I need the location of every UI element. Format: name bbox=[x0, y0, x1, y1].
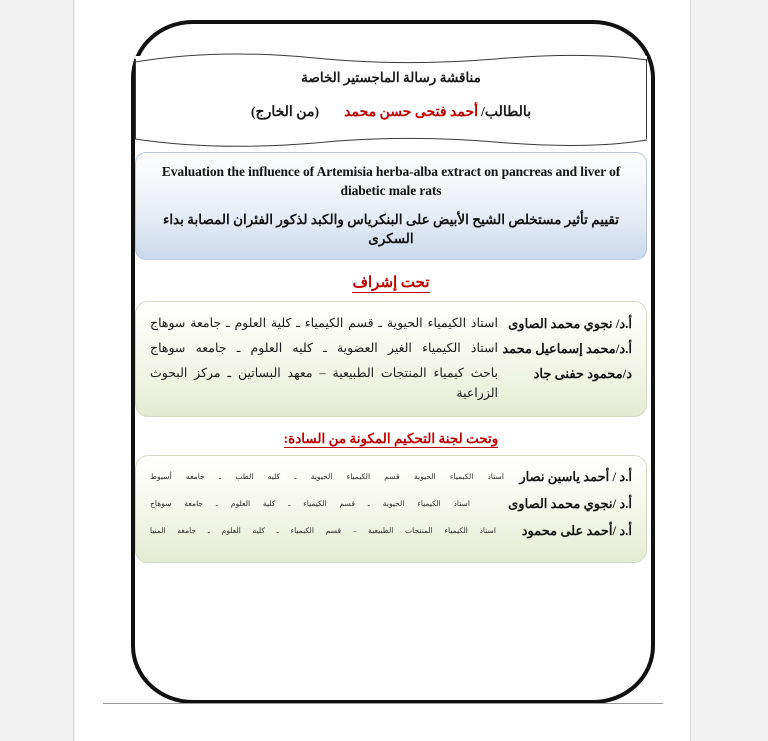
committee-member-name: أ.د / أحمد ياسين نصار bbox=[519, 468, 632, 484]
committee-row bbox=[150, 493, 632, 515]
committee-member-name: أ.د /أحمد على محمود bbox=[521, 523, 632, 539]
student-affiliation-note: (من الخارج) bbox=[250, 105, 320, 120]
header-bottom-wave-border bbox=[135, 135, 647, 149]
page-footer-rule bbox=[103, 703, 663, 704]
supervisor-row bbox=[150, 338, 632, 359]
announcement-header-box bbox=[135, 56, 647, 142]
student-name: أحمد فتحى حسن محمد bbox=[344, 105, 479, 120]
document-content bbox=[135, 56, 647, 563]
supervisor-row bbox=[150, 313, 632, 334]
student-line bbox=[135, 104, 647, 121]
header-top-wave-border bbox=[135, 51, 647, 65]
committee-member-affiliation: استاذ الكيمياء المنتجات الطبيعية – قسم الكيمياء ـ كليه العلوم ـ جامعه المنيا bbox=[150, 526, 496, 536]
supervisor-name: أ.د/محمد إسماعيل محمد bbox=[502, 341, 632, 357]
supervisor-row bbox=[150, 363, 632, 404]
thesis-title-card bbox=[135, 152, 647, 260]
supervisor-name: د/محمود حفنى جاد bbox=[533, 366, 632, 382]
supervisor-affiliation: استاذ الكيمياء الغير العضوية ـ كليه العلوم ـ جامعه سوهاج bbox=[150, 341, 498, 356]
announcement-kind-label: مناقشة رسالة الماجستير الخاصة bbox=[301, 70, 481, 85]
page-left-edge-rule bbox=[73, 0, 74, 741]
committee-heading-text: وتحت لجنة التحكيم المكونة من السادة: bbox=[283, 430, 499, 446]
thesis-title-english: Evaluation the influence of Artemisia herba-alba extract on pancreas and liver of diabetic male rats bbox=[161, 164, 621, 199]
committee-member-affiliation: استاذ الكيمياء الحيوية ـ قسم الكيمياء ـ كلية العلوم ـ جامعة سوهاج bbox=[150, 499, 470, 509]
supervision-heading-text: تحت إشراف bbox=[352, 275, 430, 292]
committee-member-affiliation: استاذ الكيمياء الحيوية قسم الكيمياء الحيوية ـ كليه الطب ـ جامعه أسيوط bbox=[150, 471, 504, 481]
supervisor-affiliation: استاذ الكيمياء الحيوية ـ قسم الكيمياء ـ كلية العلوم ـ جامعة سوهاج bbox=[150, 316, 498, 331]
student-label: بالطالب/ bbox=[481, 105, 532, 120]
supervisor-affiliation: باحث كيمياء المنتجات الطبيعية – معهد البساتين ـ مركز البحوث الزراعية bbox=[150, 366, 498, 401]
committee-panel bbox=[135, 455, 647, 563]
committee-member-name: أ.د /نجوي محمد الصاوى bbox=[508, 496, 632, 512]
committee-row bbox=[150, 466, 632, 488]
supervisor-name: أ.د/ نجوي محمد الصاوى bbox=[508, 316, 632, 332]
committee-heading bbox=[135, 431, 647, 447]
supervision-heading bbox=[135, 273, 647, 292]
committee-row bbox=[150, 520, 632, 542]
thesis-title-arabic: تقييم تأثير مستخلص الشيح الأبيض على البنكرياس والكبد لذكور الفئران المصابة بداء السكرى bbox=[162, 212, 620, 247]
document-page bbox=[75, 0, 690, 741]
supervisors-panel bbox=[135, 301, 647, 417]
page-right-edge-rule bbox=[690, 0, 691, 741]
